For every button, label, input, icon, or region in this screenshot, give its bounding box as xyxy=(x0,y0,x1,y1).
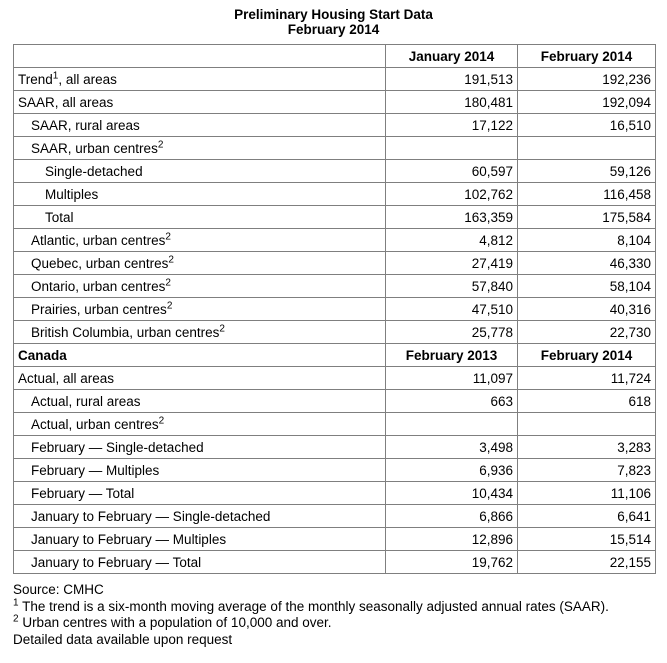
row-label xyxy=(14,229,386,252)
value-cell: 46,330 xyxy=(518,252,656,275)
actual-section-body xyxy=(14,367,656,574)
footnote-marker: 2 xyxy=(158,415,165,426)
footnote-marker: 2 xyxy=(165,231,171,242)
row-label-text: Prairies, urban centres xyxy=(31,301,167,317)
table-header-section1 xyxy=(14,45,656,68)
value-cell: 60,597 xyxy=(386,160,518,183)
row-label-text: Total xyxy=(45,209,74,225)
value-cell: 7,823 xyxy=(518,459,656,482)
row-label-text: January to February — Multiples xyxy=(31,531,227,547)
table-row xyxy=(14,390,656,413)
row-label-text: SAAR, rural areas xyxy=(31,117,140,133)
table-row xyxy=(14,436,656,459)
value-cell xyxy=(386,137,518,160)
table-row xyxy=(14,367,656,390)
footnote-marker: 2 xyxy=(166,300,173,311)
detail-line: Detailed data available upon request xyxy=(13,631,233,647)
source-line: Source: CMHC xyxy=(13,582,104,597)
table-row xyxy=(14,505,656,528)
table-row xyxy=(14,321,656,344)
value-cell: 618 xyxy=(518,390,656,413)
table-row xyxy=(14,229,656,252)
table-row xyxy=(14,459,656,482)
value-cell: 191,513 xyxy=(386,68,518,91)
housing-start-table xyxy=(13,44,656,574)
row-label xyxy=(14,114,386,137)
value-cell xyxy=(518,413,656,436)
header-row-canada xyxy=(14,344,656,367)
page-title-line1: Preliminary Housing Start Data xyxy=(234,7,433,22)
row-label xyxy=(14,321,386,344)
saar-section-body xyxy=(14,68,656,344)
table-row xyxy=(14,183,656,206)
row-label-text: Quebec, urban centres xyxy=(31,255,169,271)
footnote-1-marker: 1 xyxy=(13,597,19,608)
row-label xyxy=(14,459,386,482)
value-cell: 663 xyxy=(386,390,518,413)
table-row xyxy=(14,91,656,114)
row-label-text: SAAR, urban centres xyxy=(31,140,158,156)
table-row xyxy=(14,413,656,436)
value-cell xyxy=(386,413,518,436)
footnote-2-text: Urban centres with a population of 10,000 and over. xyxy=(18,615,332,630)
row-label xyxy=(14,68,386,91)
header-canada-cell: Canada xyxy=(14,344,386,367)
value-cell: 3,498 xyxy=(386,436,518,459)
value-cell: 11,097 xyxy=(386,367,518,390)
row-label xyxy=(14,91,386,114)
value-cell: 40,316 xyxy=(518,298,656,321)
footnote-1-text: The trend is a six-month moving average of the monthly seasonally adjusted annual rates (SAAR). xyxy=(18,598,609,614)
value-cell: 17,122 xyxy=(386,114,518,137)
table-header-section2 xyxy=(14,344,656,367)
row-label-text: Trend xyxy=(18,71,53,87)
row-label xyxy=(14,160,386,183)
value-cell: 15,514 xyxy=(518,528,656,551)
row-label-text: January to February — Single-detached xyxy=(31,508,271,524)
value-cell: 116,458 xyxy=(518,183,656,206)
row-label xyxy=(14,367,386,390)
row-label xyxy=(14,551,386,574)
value-cell: 58,104 xyxy=(518,275,656,298)
footnote-2 xyxy=(13,615,667,632)
value-cell: 59,126 xyxy=(518,160,656,183)
row-label xyxy=(14,298,386,321)
row-label xyxy=(14,183,386,206)
value-cell: 4,812 xyxy=(386,229,518,252)
table-row xyxy=(14,252,656,275)
table-row xyxy=(14,160,656,183)
value-cell: 19,762 xyxy=(386,551,518,574)
footnote-marker: 2 xyxy=(157,139,164,150)
table-row xyxy=(14,206,656,229)
header-february-2014: February 2014 xyxy=(518,45,656,68)
footnote-marker: 2 xyxy=(168,254,174,265)
value-cell: 22,730 xyxy=(518,321,656,344)
footnote-2-marker: 2 xyxy=(13,613,19,625)
footnotes xyxy=(13,582,667,648)
page-title xyxy=(0,7,667,37)
table-row xyxy=(14,137,656,160)
row-label-text: Actual, rural areas xyxy=(31,393,141,409)
value-cell: 175,584 xyxy=(518,206,656,229)
value-cell: 27,419 xyxy=(386,252,518,275)
table-row xyxy=(14,482,656,505)
footnote-1 xyxy=(13,599,667,616)
value-cell: 25,778 xyxy=(386,321,518,344)
table-row xyxy=(14,528,656,551)
row-label-text: British Columbia, urban centres xyxy=(31,324,220,340)
value-cell: 16,510 xyxy=(518,114,656,137)
table-row xyxy=(14,68,656,91)
value-cell: 6,936 xyxy=(386,459,518,482)
value-cell: 57,840 xyxy=(386,275,518,298)
footnote-marker: 2 xyxy=(219,323,225,334)
value-cell: 163,359 xyxy=(386,206,518,229)
header-row-1 xyxy=(14,45,656,68)
value-cell: 192,236 xyxy=(518,68,656,91)
row-label-text: Ontario, urban centres xyxy=(31,278,166,294)
value-cell: 12,896 xyxy=(386,528,518,551)
value-cell: 11,106 xyxy=(518,482,656,505)
header-blank-cell xyxy=(14,45,386,68)
row-label-text: Multiples xyxy=(45,186,99,202)
row-label-text: Atlantic, urban centres xyxy=(31,232,166,248)
footnote-marker: 2 xyxy=(165,277,171,288)
row-label xyxy=(14,252,386,275)
value-cell: 22,155 xyxy=(518,551,656,574)
table-row xyxy=(14,551,656,574)
footnote-marker: 1 xyxy=(52,70,59,81)
row-label-text: February — Total xyxy=(31,485,135,501)
row-label-text: Actual, all areas xyxy=(18,370,115,386)
row-label xyxy=(14,275,386,298)
row-label xyxy=(14,482,386,505)
row-label-text: SAAR, all areas xyxy=(18,94,114,110)
row-label xyxy=(14,528,386,551)
value-cell: 6,641 xyxy=(518,505,656,528)
header-january-2014: January 2014 xyxy=(386,45,518,68)
row-label-text: January to February — Total xyxy=(31,554,202,570)
row-label-text: , all areas xyxy=(58,71,117,87)
row-label xyxy=(14,390,386,413)
value-cell: 47,510 xyxy=(386,298,518,321)
value-cell: 10,434 xyxy=(386,482,518,505)
value-cell xyxy=(518,137,656,160)
header-february-2013: February 2013 xyxy=(386,344,518,367)
table-row xyxy=(14,114,656,137)
header-february-2014-actual: February 2014 xyxy=(518,344,656,367)
value-cell: 11,724 xyxy=(518,367,656,390)
value-cell: 102,762 xyxy=(386,183,518,206)
row-label-text: February — Multiples xyxy=(31,462,160,478)
row-label-text: Actual, urban centres xyxy=(31,416,159,432)
value-cell: 6,866 xyxy=(386,505,518,528)
table-row xyxy=(14,275,656,298)
page-title-line2: February 2014 xyxy=(287,22,380,37)
row-label xyxy=(14,137,386,160)
row-label-text: February — Single-detached xyxy=(31,439,204,455)
value-cell: 3,283 xyxy=(518,436,656,459)
value-cell: 192,094 xyxy=(518,91,656,114)
row-label xyxy=(14,206,386,229)
row-label xyxy=(14,505,386,528)
row-label xyxy=(14,436,386,459)
row-label xyxy=(14,413,386,436)
table-row xyxy=(14,298,656,321)
row-label-text: Single-detached xyxy=(45,163,143,179)
value-cell: 8,104 xyxy=(518,229,656,252)
value-cell: 180,481 xyxy=(386,91,518,114)
